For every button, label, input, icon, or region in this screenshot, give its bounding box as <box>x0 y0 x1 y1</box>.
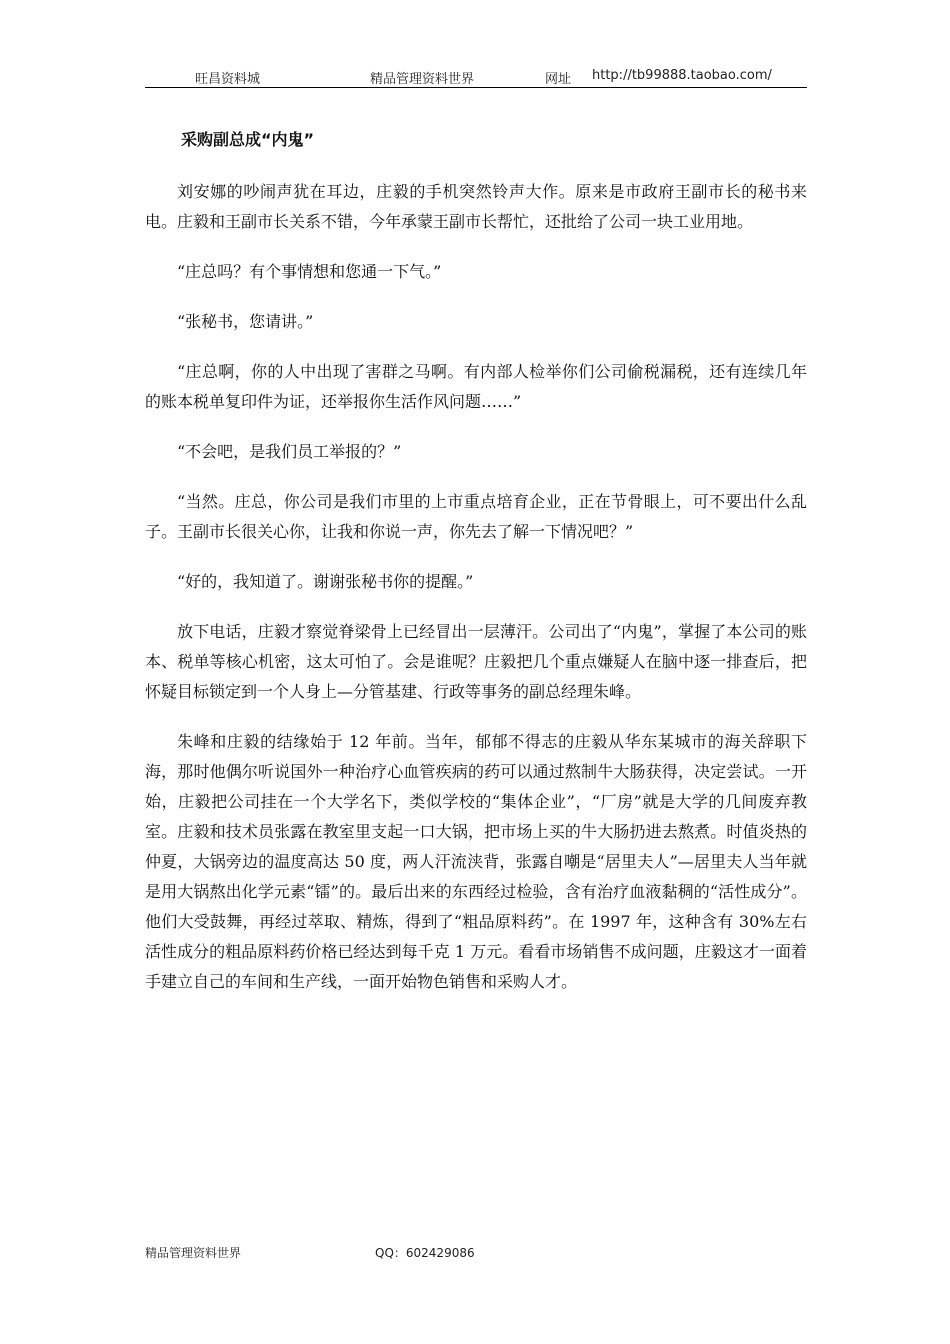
header-url-label: 网址 <box>545 72 572 87</box>
article-title: 采购副总成“内鬼” <box>181 130 315 149</box>
paragraph: 朱峰和庄毅的结缘始于 12 年前。当年，郁郁不得志的庄毅从华东某城市的海关辞职下海，那时他偶尔听说国外一种治疗心血管疾病的药可以通过熬制牛大肠获得，决定尝试。一开始，庄毅把公司挂在一个大学名下，类似学校的“集体企业”，“厂房”就是大学的几间废弃教室。庄毅和技术员张露在教室里支起一口大锅，把市场上买的牛大肠扔进去熬煮。时值炎热的仲夏，大锅旁边的温度高达 50 度，两人汗流浃背，张露自嘲是“居里夫人”—居里夫人当年就是用大锅熬出化学元素“镭”的。最后出来的东西经过检验，含有治疗血液黏稠的“活性成分”。他们大受鼓舞，再经过萃取、精炼，得到了“粗品原料药”。在 1997 年，这种含有 30%左右活性成分的粗品原料药价格已经达到每千克 1 万元。看看市场销售不成问题，庄毅这才一面着手建立自己的车间和生产线，一面开始物色销售和采购人才。 <box>145 732 807 991</box>
paragraph: “当然。庄总，你公司是我们市里的上市重点培育企业，正在节骨眼上，可不要出什么乱子。王副市长很关心你，让我和你说一声，你先去了解一下情况吧？” <box>145 492 807 541</box>
article-body <box>145 177 807 1017</box>
footer-qq: QQ：602429086 <box>375 1246 475 1260</box>
paragraph: “好的，我知道了。谢谢张秘书你的提醒。” <box>177 572 474 591</box>
page-header <box>145 68 807 88</box>
header-divider <box>145 87 807 88</box>
footer-site-name: 精品管理资料世界 <box>145 1246 242 1260</box>
paragraph: “庄总吗？有个事情想和您通一下气。” <box>177 262 442 281</box>
paragraph: 放下电话，庄毅才察觉脊梁骨上已经冒出一层薄汗。公司出了“内鬼”，掌握了本公司的账本、税单等核心机密，这太可怕了。会是谁呢？庄毅把几个重点嫌疑人在脑中逐一排查后，把怀疑目标锁定到一个人身上—分管基建、行政等事务的副总经理朱峰。 <box>145 622 807 701</box>
paragraph: “不会吧，是我们员工举报的？” <box>177 442 402 461</box>
page-footer <box>145 1244 807 1262</box>
header-site-name: 精品管理资料世界 <box>370 72 475 87</box>
header-shop-name: 旺昌资料城 <box>195 72 261 87</box>
paragraph: “张秘书，您请讲。” <box>177 312 314 331</box>
paragraph: 刘安娜的吵闹声犹在耳边，庄毅的手机突然铃声大作。原来是市政府王副市长的秘书来电。庄毅和王副市长关系不错，今年承蒙王副市长帮忙，还批给了公司一块工业用地。 <box>145 182 807 231</box>
header-url-link[interactable]: http://tb99888.taobao.com/ <box>592 68 772 83</box>
paragraph: “庄总啊，你的人中出现了害群之马啊。有内部人检举你们公司偷税漏税，还有连续几年的账本税单复印件为证，还举报你生活作风问题……” <box>145 362 807 411</box>
